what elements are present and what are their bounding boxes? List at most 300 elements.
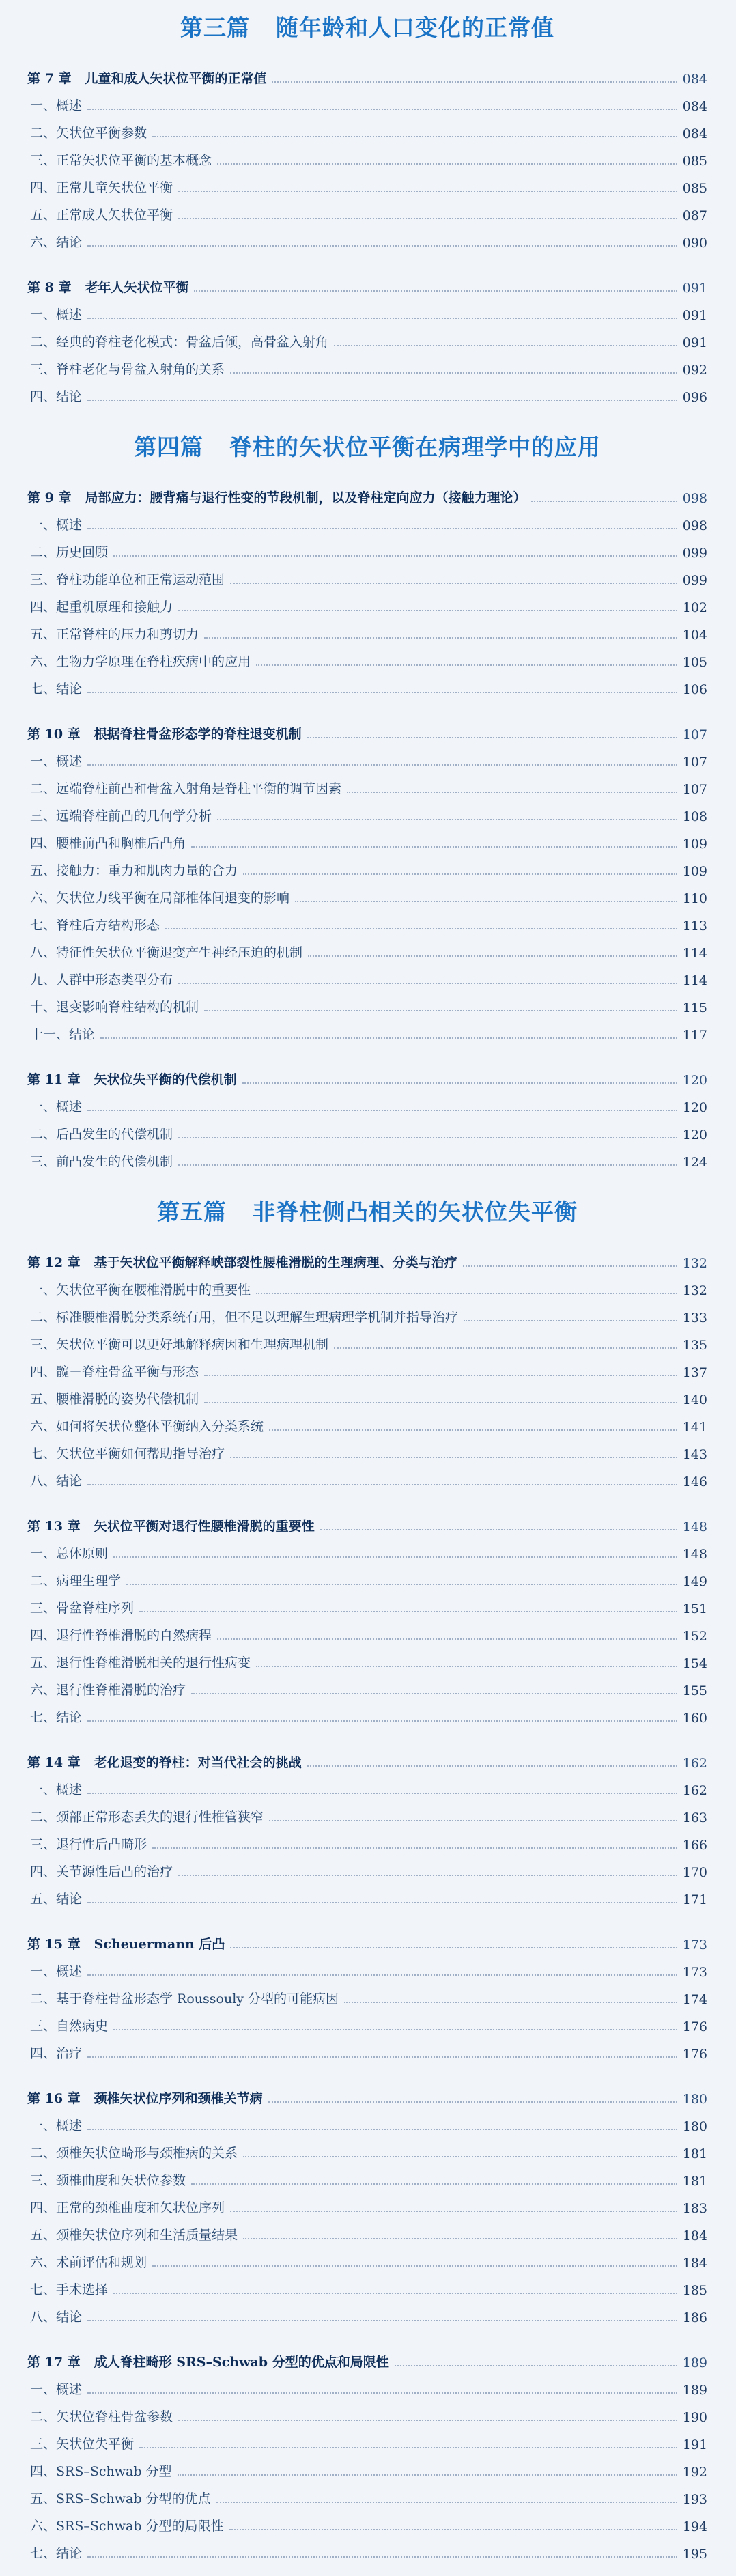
dot-leader [344, 2002, 677, 2003]
page-number: 137 [682, 1365, 707, 1380]
section-title: 五、接触力：重力和肌肉力量的合力 [30, 863, 238, 878]
page-number: 109 [682, 837, 707, 852]
dot-leader [230, 2211, 677, 2212]
chapter-label [27, 1516, 315, 1535]
chapter-number: 第 8 章 [27, 280, 72, 295]
chapter-label [27, 1752, 302, 1771]
section-entry[interactable] [27, 1855, 707, 1882]
chapter-entry[interactable] [27, 2082, 707, 2109]
chapter-title: 基于矢状位平衡解释峡部裂性腰椎滑脱的生理病理、分类与治疗 [94, 1255, 457, 1270]
section-title: 一、概述 [30, 1782, 83, 1797]
section-title: 二、标准腰椎滑脱分类系统有用，但不足以理解生理病理学机制并指导治疗 [30, 1310, 459, 1325]
part-number: 第四篇 [134, 434, 203, 460]
page-number: 184 [682, 2256, 707, 2271]
section-title: 五、正常脊柱的压力和剪切力 [30, 627, 199, 642]
dot-leader [229, 2529, 677, 2530]
dot-leader [217, 1638, 677, 1640]
section-title: 二、颈椎矢状位畸形与颈椎病的关系 [30, 2146, 238, 2161]
dot-leader [217, 163, 677, 165]
section-entry[interactable] [27, 225, 707, 253]
section-title: 三、远端脊柱前凸的几何学分析 [30, 809, 212, 824]
section-title: 八、结论 [30, 1474, 83, 1489]
section-title: 三、矢状位失平衡 [30, 2437, 135, 2452]
dot-leader [243, 873, 677, 875]
section-entry[interactable] [27, 2136, 707, 2164]
dot-leader [87, 318, 677, 319]
section-entry[interactable] [27, 645, 707, 672]
dot-leader [178, 218, 677, 219]
section-title: 三、骨盆脊柱序列 [30, 1601, 135, 1616]
chapter-block [27, 56, 707, 265]
chapter-entry[interactable] [27, 1746, 707, 1773]
chapter-number: 第 11 章 [27, 1072, 81, 1087]
section-entry[interactable] [27, 881, 707, 908]
dot-leader [152, 136, 677, 137]
dot-leader [307, 737, 677, 738]
part-heading [27, 0, 707, 56]
section-entry[interactable] [27, 1564, 707, 1591]
section-title: 十、退变影响脊柱结构的机制 [30, 1000, 199, 1015]
section-entry[interactable] [27, 2454, 707, 2482]
page-number: 114 [682, 973, 707, 988]
dot-leader [87, 400, 677, 401]
dot-leader [152, 2265, 677, 2267]
chapter-label [27, 68, 266, 87]
section-entry[interactable] [27, 380, 707, 407]
dot-leader [126, 1584, 677, 1585]
page-number: 105 [682, 655, 707, 670]
page-number: 163 [682, 1810, 707, 1825]
chapter-label [27, 2352, 389, 2370]
section-title: 三、退行性后凸畸形 [30, 1837, 147, 1852]
dot-leader [87, 2056, 677, 2058]
dot-leader [463, 1265, 677, 1267]
section-entry[interactable] [27, 2300, 707, 2327]
section-title: 八、特征性矢状位平衡退变产生神经压迫的机制 [30, 945, 303, 960]
page-number: 192 [682, 2465, 707, 2480]
page-number: 110 [682, 891, 707, 906]
section-title: 二、矢状位脊柱骨盆参数 [30, 2409, 173, 2424]
section-entry[interactable] [27, 672, 707, 699]
section-entry[interactable] [27, 198, 707, 225]
page-number: 176 [682, 2019, 707, 2034]
section-title: 一、概述 [30, 754, 83, 769]
page-number: 090 [682, 236, 707, 251]
page-number: 154 [682, 1656, 707, 1671]
section-title: 三、自然病史 [30, 2019, 109, 2034]
dot-leader [204, 1375, 677, 1376]
page-number: 189 [682, 2355, 707, 2370]
section-entry[interactable] [27, 2245, 707, 2273]
page-number: 096 [682, 390, 707, 405]
section-title: 一、概述 [30, 518, 83, 533]
section-title: 九、人群中形态类型分布 [30, 972, 173, 988]
dot-leader [139, 2447, 677, 2448]
dot-leader [272, 81, 677, 83]
chapter-label [27, 1252, 457, 1271]
dot-leader [100, 1037, 677, 1039]
section-title: 三、矢状位平衡可以更好地解释病因和生理病理机制 [30, 1337, 329, 1352]
section-entry[interactable] [27, 2164, 707, 2191]
chapter-block [27, 475, 707, 712]
section-entry[interactable] [27, 1646, 707, 1673]
section-entry[interactable] [27, 1982, 707, 2009]
section-entry[interactable] [27, 1464, 707, 1492]
chapter-entry[interactable] [27, 1246, 707, 1273]
section-entry[interactable] [27, 1437, 707, 1464]
dot-leader [87, 109, 677, 110]
section-entry[interactable] [27, 2036, 707, 2064]
page-number: 133 [682, 1311, 707, 1326]
page-number: 115 [682, 1000, 707, 1016]
dot-leader [87, 528, 677, 529]
section-entry[interactable] [27, 854, 707, 881]
section-entry[interactable] [27, 2273, 707, 2300]
chapter-entry[interactable] [27, 2345, 707, 2372]
page-number: 170 [682, 1865, 707, 1880]
page-number: 166 [682, 1838, 707, 1853]
part-title-text: 非脊柱侧凸相关的矢状位失平衡 [253, 1199, 578, 1225]
dot-leader [87, 2392, 677, 2394]
page-number: 124 [682, 1155, 707, 1170]
dot-leader [256, 664, 677, 666]
section-title: 七、脊柱后方结构形态 [30, 918, 160, 933]
dot-leader [243, 2238, 677, 2239]
section-entry[interactable] [27, 143, 707, 171]
page-number: 160 [682, 1711, 707, 1726]
section-entry[interactable] [27, 2218, 707, 2245]
section-entry[interactable] [27, 1273, 707, 1300]
section-entry[interactable] [27, 1800, 707, 1828]
dot-leader [87, 1720, 677, 1722]
dot-leader [204, 1402, 677, 1403]
section-title: 六、退行性脊椎滑脱的治疗 [30, 1683, 186, 1698]
dot-leader [87, 1974, 677, 1976]
section-entry[interactable] [27, 1955, 707, 1982]
page-number: 107 [682, 755, 707, 770]
section-title: 二、历史回顾 [30, 545, 109, 560]
page-number: 114 [682, 946, 707, 961]
section-title: 一、概述 [30, 1964, 83, 1979]
section-title: 四、治疗 [30, 2046, 83, 2061]
section-entry[interactable] [27, 1700, 707, 1728]
section-entry[interactable] [27, 2372, 707, 2400]
section-entry[interactable] [27, 1300, 707, 1328]
dot-leader [334, 1347, 677, 1349]
section-title: 六、如何将矢状位整体平衡纳入分类系统 [30, 1419, 264, 1434]
dot-leader [87, 245, 677, 247]
page-number: 132 [682, 1283, 707, 1298]
page-number: 181 [682, 2146, 707, 2161]
section-title: 二、后凸发生的代偿机制 [30, 1127, 173, 1142]
section-entry[interactable] [27, 1882, 707, 1909]
chapter-number: 第 15 章 [27, 1937, 81, 1952]
page-number: 151 [682, 1601, 707, 1616]
page-number: 152 [682, 1629, 707, 1644]
page-number: 104 [682, 628, 707, 643]
page-number: 117 [682, 1028, 707, 1043]
page-number: 098 [682, 491, 707, 506]
dot-leader [87, 2129, 677, 2130]
section-title: 二、病理生理学 [30, 1573, 122, 1588]
dot-leader [395, 2365, 677, 2366]
section-title: 三、正常矢状位平衡的基本概念 [30, 153, 212, 168]
page-number: 148 [682, 1520, 707, 1535]
section-entry[interactable] [27, 325, 707, 352]
section-title: 七、手术选择 [30, 2282, 109, 2297]
chapter-entry[interactable] [27, 1063, 707, 1090]
page-number: 181 [682, 2174, 707, 2189]
page-number: 183 [682, 2201, 707, 2216]
section-entry[interactable] [27, 1828, 707, 1855]
section-title: 四、关节源性后凸的治疗 [30, 1864, 173, 1879]
dot-leader [139, 1611, 677, 1612]
page-number: 155 [682, 1683, 707, 1698]
page-number: 162 [682, 1756, 707, 1771]
chapter-label [27, 277, 188, 296]
page-number: 109 [682, 864, 707, 879]
chapter-title: Scheuermann 后凸 [94, 1937, 225, 1952]
section-entry[interactable] [27, 1537, 707, 1564]
chapter-entry[interactable] [27, 270, 707, 298]
chapter-number: 第 10 章 [27, 727, 81, 742]
section-entry[interactable] [27, 799, 707, 826]
section-entry[interactable] [27, 508, 707, 535]
part-heading [27, 1184, 707, 1240]
chapter-block [27, 1504, 707, 1740]
section-title: 一、概述 [30, 307, 83, 322]
chapter-entry[interactable] [27, 61, 707, 89]
section-entry[interactable] [27, 563, 707, 590]
section-entry[interactable] [27, 590, 707, 617]
section-entry[interactable] [27, 908, 707, 936]
chapter-number: 第 16 章 [27, 2091, 81, 2106]
page-number: 149 [682, 1574, 707, 1589]
section-title: 二、远端脊柱前凸和骨盆入射角是脊柱平衡的调节因素 [30, 781, 342, 796]
chapter-entry[interactable] [27, 1509, 707, 1537]
section-title: 六、术前评估和规划 [30, 2255, 147, 2270]
chapter-title: 成人脊柱畸形 SRS–Schwab 分型的优点和局限性 [94, 2355, 389, 2370]
dot-leader [178, 191, 677, 192]
dot-leader [269, 1429, 677, 1431]
dot-leader [217, 819, 677, 820]
section-entry[interactable] [27, 535, 707, 563]
section-title: 六、结论 [30, 235, 83, 250]
dot-leader [295, 901, 677, 902]
page-number: 140 [682, 1392, 707, 1408]
section-entry[interactable] [27, 1773, 707, 1800]
section-title: 四、腰椎前凸和胸椎后凸角 [30, 836, 186, 851]
page-number: 176 [682, 2047, 707, 2062]
section-entry[interactable] [27, 1117, 707, 1145]
dot-leader [269, 1820, 677, 1821]
dot-leader [87, 764, 677, 766]
dot-leader [243, 2156, 677, 2157]
section-title: 一、概述 [30, 1100, 83, 1115]
chapter-title: 儿童和成人矢状位平衡的正常值 [85, 71, 267, 86]
section-entry[interactable] [27, 617, 707, 645]
section-title: 五、结论 [30, 1892, 83, 1907]
dot-leader [87, 1902, 677, 1903]
section-entry[interactable] [27, 1619, 707, 1646]
page-number: 195 [682, 2547, 707, 2562]
section-title: 八、结论 [30, 2310, 83, 2325]
chapter-label [27, 488, 526, 506]
chapter-label [27, 1069, 237, 1088]
page-number: 190 [682, 2410, 707, 2425]
dot-leader [268, 2101, 677, 2103]
section-entry[interactable] [27, 1328, 707, 1355]
section-entry[interactable] [27, 1591, 707, 1619]
page-number: 113 [682, 919, 707, 934]
section-entry[interactable] [27, 1090, 707, 1117]
section-entry[interactable] [27, 772, 707, 799]
dot-leader [87, 1484, 677, 1485]
chapter-number: 第 13 章 [27, 1519, 81, 1534]
page-number: 184 [682, 2228, 707, 2243]
section-title: 四、结论 [30, 389, 83, 404]
section-entry[interactable] [27, 2482, 707, 2509]
chapter-block [27, 1740, 707, 1922]
page-number: 107 [682, 782, 707, 797]
dot-leader [320, 1529, 677, 1530]
section-entry[interactable] [27, 1018, 707, 1045]
page-number: 085 [682, 181, 707, 196]
chapter-entry[interactable] [27, 717, 707, 744]
chapter-title: 矢状位平衡对退行性腰椎滑脱的重要性 [94, 1519, 315, 1534]
part-title-text: 随年龄和人口变化的正常值 [276, 14, 554, 41]
section-entry[interactable] [27, 298, 707, 325]
section-title: 七、结论 [30, 2546, 83, 2561]
page-number: 091 [682, 281, 707, 296]
section-title: 四、SRS–Schwab 分型 [30, 2464, 172, 2479]
section-entry[interactable] [27, 116, 707, 143]
section-title: 二、矢状位平衡参数 [30, 126, 147, 141]
dot-leader [178, 1137, 677, 1138]
dot-leader [178, 610, 677, 611]
page-number: 098 [682, 518, 707, 533]
section-entry[interactable] [27, 1145, 707, 1172]
page-number: 135 [682, 1338, 707, 1353]
page-number: 102 [682, 600, 707, 615]
dot-leader [216, 2502, 677, 2503]
dot-leader [87, 1793, 677, 1794]
section-title: 三、颈椎曲度和矢状位参数 [30, 2173, 186, 2188]
chapter-entry[interactable] [27, 481, 707, 508]
section-title: 五、正常成人矢状位平衡 [30, 208, 173, 223]
chapter-number: 第 9 章 [27, 490, 72, 505]
section-entry[interactable] [27, 2536, 707, 2564]
page-number: 141 [682, 1420, 707, 1435]
section-entry[interactable] [27, 171, 707, 198]
page-number: 106 [682, 682, 707, 697]
part-title-text: 脊柱的矢状位平衡在病理学中的应用 [229, 434, 601, 460]
chapter-entry[interactable] [27, 1927, 707, 1955]
section-entry[interactable] [27, 1382, 707, 1410]
dot-leader [204, 637, 677, 639]
section-entry[interactable] [27, 2427, 707, 2454]
page-number: 084 [682, 99, 707, 114]
dot-leader [152, 1847, 677, 1849]
chapter-title: 局部应力：腰背痛与退行性变的节段机制，以及脊柱定向应力（接触力理论） [85, 490, 526, 505]
section-title: 四、起重机原理和接触力 [30, 600, 173, 615]
page-number: 171 [682, 1892, 707, 1907]
section-entry[interactable] [27, 2109, 707, 2136]
page-number: 085 [682, 154, 707, 169]
dot-leader [191, 1693, 677, 1694]
dot-leader [230, 1457, 677, 1458]
dot-leader [113, 2293, 677, 2294]
dot-leader [347, 792, 677, 793]
section-entry[interactable] [27, 963, 707, 990]
section-title: 一、矢状位平衡在腰椎滑脱中的重要性 [30, 1283, 251, 1298]
chapter-number: 第 14 章 [27, 1755, 81, 1770]
dot-leader [204, 1010, 677, 1011]
chapter-block [27, 2076, 707, 2340]
section-entry[interactable] [27, 744, 707, 772]
section-title: 一、概述 [30, 2118, 83, 2133]
page-number: 185 [682, 2283, 707, 2298]
chapter-title: 颈椎矢状位序列和颈椎关节病 [94, 2091, 263, 2106]
dot-leader [87, 1110, 677, 1111]
section-entry[interactable] [27, 1410, 707, 1437]
chapter-number: 第 17 章 [27, 2355, 81, 2370]
page-number: 099 [682, 573, 707, 588]
section-entry[interactable] [27, 2009, 707, 2036]
section-title: 三、脊柱老化与骨盆入射角的关系 [30, 362, 225, 377]
page-number: 148 [682, 1547, 707, 1562]
section-entry[interactable] [27, 2400, 707, 2427]
part-heading [27, 419, 707, 475]
page-number: 194 [682, 2519, 707, 2534]
section-entry[interactable] [27, 89, 707, 116]
section-entry[interactable] [27, 1355, 707, 1382]
section-title: 二、基于脊柱骨盆形态学 Roussouly 分型的可能病因 [30, 1991, 339, 2006]
section-entry[interactable] [27, 2191, 707, 2218]
chapter-block [27, 1057, 707, 1184]
page-number: 091 [682, 308, 707, 323]
section-title: 五、腰椎滑脱的姿势代偿机制 [30, 1392, 199, 1407]
page-number: 120 [682, 1100, 707, 1115]
chapter-number: 第 12 章 [27, 1255, 81, 1270]
chapter-block [27, 1240, 707, 1504]
section-entry[interactable] [27, 2509, 707, 2536]
page-number: 186 [682, 2310, 707, 2325]
section-entry[interactable] [27, 1673, 707, 1700]
dot-leader [194, 290, 677, 292]
dot-leader [307, 1765, 677, 1767]
dot-leader [178, 2474, 677, 2476]
section-title: 五、SRS–Schwab 分型的优点 [30, 2491, 211, 2506]
section-entry[interactable] [27, 990, 707, 1018]
page-number: 180 [682, 2092, 707, 2107]
dot-leader [191, 2183, 677, 2185]
section-title: 一、概述 [30, 2382, 83, 2397]
section-title: 七、矢状位平衡如何帮助指导治疗 [30, 1446, 225, 1461]
section-title: 三、前凸发生的代偿机制 [30, 1154, 173, 1169]
section-title: 二、经典的脊柱老化模式：骨盆后倾，高骨盆入射角 [30, 335, 329, 350]
dot-leader [113, 555, 677, 557]
dot-leader [178, 1164, 677, 1166]
section-entry[interactable] [27, 936, 707, 963]
section-entry[interactable] [27, 352, 707, 380]
page-number: 162 [682, 1783, 707, 1798]
section-entry[interactable] [27, 826, 707, 854]
page-number: 091 [682, 335, 707, 350]
page-number: 120 [682, 1128, 707, 1143]
page-number: 132 [682, 1256, 707, 1271]
chapter-block [27, 265, 707, 419]
